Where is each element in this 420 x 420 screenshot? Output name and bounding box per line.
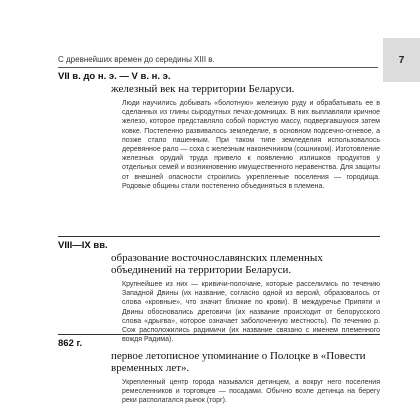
section-divider <box>58 236 380 237</box>
timeline-entry-polotsk <box>58 338 380 406</box>
entry-heading: первое летописное упоминание о Полоцке в «Повести временных лет». <box>111 350 366 374</box>
page-header <box>0 0 420 68</box>
section-divider <box>58 334 380 335</box>
timeline-entry-slavic-tribes <box>58 240 380 344</box>
entry-period: VIII—IX вв. <box>58 240 108 251</box>
entry-text: Люди научились добывать «болотную» железную руду и обрабатывать ее в сделанных из глины сыродутных печах-домницах. В них выплавляли кричное железо, которое представляло собой пористую массу, подвергавшуюся затем ковке. Постепенно развивалось земледелие, в основном подсечно-огневое, а позже стало пашенным. При таком типе земледелия использовалось деревянное рало — соха с железным наконечником (сошником). Изготовление железных орудий труда привело к появлению излишков продуктов у отдельных семей и возникновению имущественного неравенства. Для защиты от внешней опасности строились укрепленные поселения — городища. Родовые общины стали постепенно объединяться в племена. <box>122 100 380 190</box>
running-head: С древнейших времен до середины XIII в. <box>58 55 215 64</box>
entry-text: Крупнейшее из них — кривичи-полочане, которые расселились по течению Западной Двины (их название, согласно одной из версий, образовалось от слова «кровные», что значит близкие по крови). В междуречье Припяти и Двины обосновались дреговичи (их название происходит от белорусского слова «дрыгва», которое означает заболоченную местность). По течению р. Сож расположились радимичи (их название связано с именем племенного вождя Радима). <box>122 281 380 344</box>
entry-period: 862 г. <box>58 338 83 349</box>
entry-heading: железный век на территории Беларуси. <box>111 83 295 95</box>
entry-heading: образование восточнославянских племенных объединений на территории Беларуси. <box>111 252 323 276</box>
entry-text: Укрепленный центр города назывался детинцем, а вокруг него поселения ремесленников и торговцев — посадами. Обычно возле детинца на берегу реки располагался рынок (торг). <box>122 379 380 405</box>
entry-period: VII в. до н. э. — V в. н. э. <box>58 71 171 82</box>
page-number-tab <box>383 38 420 82</box>
header-rule <box>58 67 378 68</box>
timeline-entry-iron-age <box>58 71 380 191</box>
page-number: 7 <box>398 55 405 66</box>
